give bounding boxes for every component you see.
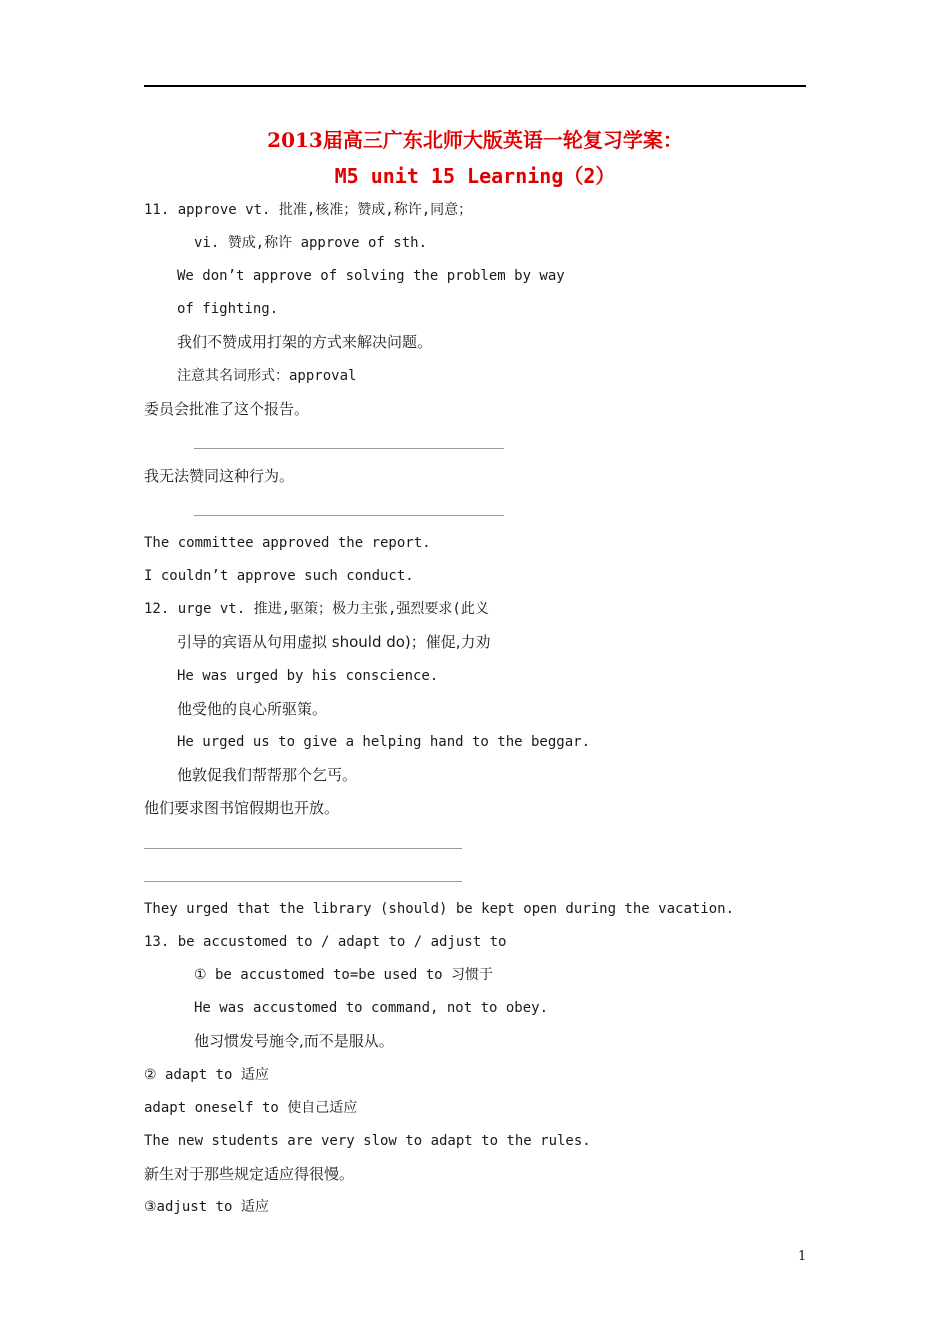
header-rule	[144, 85, 806, 87]
item-12-example-2-en: He urged us to give a helping hand to the beggar.	[177, 734, 591, 750]
exercise-1-answer: The committee approved the report.	[144, 535, 431, 551]
exercise-3-prompt: 他们要求图书馆假期也开放。	[144, 799, 340, 817]
item-11-example-en: We don’t approve of solving the problem by way	[177, 268, 565, 284]
item-11-example-en-cont: of fighting.	[177, 301, 279, 317]
exercise-1-answer-blank	[194, 448, 504, 449]
item-13-heading: 13. be accustomed to / adapt to / adjust to	[144, 934, 507, 950]
page-number: 1	[798, 1249, 807, 1264]
item-11-example-zh: 我们不赞成用打架的方式来解决问题。	[177, 333, 433, 351]
exercise-2-prompt: 我无法赞同这种行为。	[144, 467, 295, 485]
exercise-3-answer-blank-1	[144, 848, 462, 849]
exercise-2-answer-blank	[194, 515, 504, 516]
item-11-noun-note: 注意其名词形式：approval	[177, 368, 357, 384]
item-12-example-1-en: He was urged by his conscience.	[177, 668, 439, 684]
item-13-sub-3: ③adjust to 适应	[144, 1199, 269, 1215]
document-subtitle: M5 unit 15 Learning（2）	[334, 164, 616, 188]
exercise-1-prompt: 委员会批准了这个报告。	[144, 400, 310, 418]
exercise-3-answer-blank-2	[144, 881, 462, 882]
item-12-heading-cont: 引导的宾语从句用虚拟 should do)；催促,力劝	[177, 633, 491, 651]
item-11-vi-usage: vi. 赞成,称许 approve of sth.	[194, 235, 428, 251]
exercise-2-answer: I couldn’t approve such conduct.	[144, 568, 414, 584]
document-title: 2013届高三广东北师大版英语一轮复习学案：	[267, 128, 683, 152]
item-13-sub-2-phrase: adapt oneself to 使自己适应	[144, 1100, 358, 1116]
exercise-3-answer: They urged that the library (should) be kept open during the vacation.	[144, 901, 735, 917]
item-13-sub-1-example-zh: 他习惯发号施令,而不是服从。	[194, 1032, 394, 1050]
item-13-sub-2-example-en: The new students are very slow to adapt to the rules.	[144, 1133, 591, 1149]
item-13-sub-2-example-zh: 新生对于那些规定适应得很慢。	[144, 1165, 355, 1183]
item-12-example-1-zh: 他受他的良心所驱策。	[177, 700, 328, 718]
item-13-sub-1-example-en: He was accustomed to command, not to obey.	[194, 1000, 549, 1016]
item-12-example-2-zh: 他敦促我们帮帮那个乞丐。	[177, 766, 358, 784]
item-11-heading: 11. approve vt. 批准,核准；赞成,称许,同意；	[144, 202, 473, 218]
item-12-heading: 12. urge vt. 推进,驱策；极力主张,强烈要求(此义	[144, 601, 489, 617]
item-13-sub-2: ② adapt to 适应	[144, 1067, 269, 1083]
item-13-sub-1: ① be accustomed to=be used to 习惯于	[194, 967, 493, 983]
